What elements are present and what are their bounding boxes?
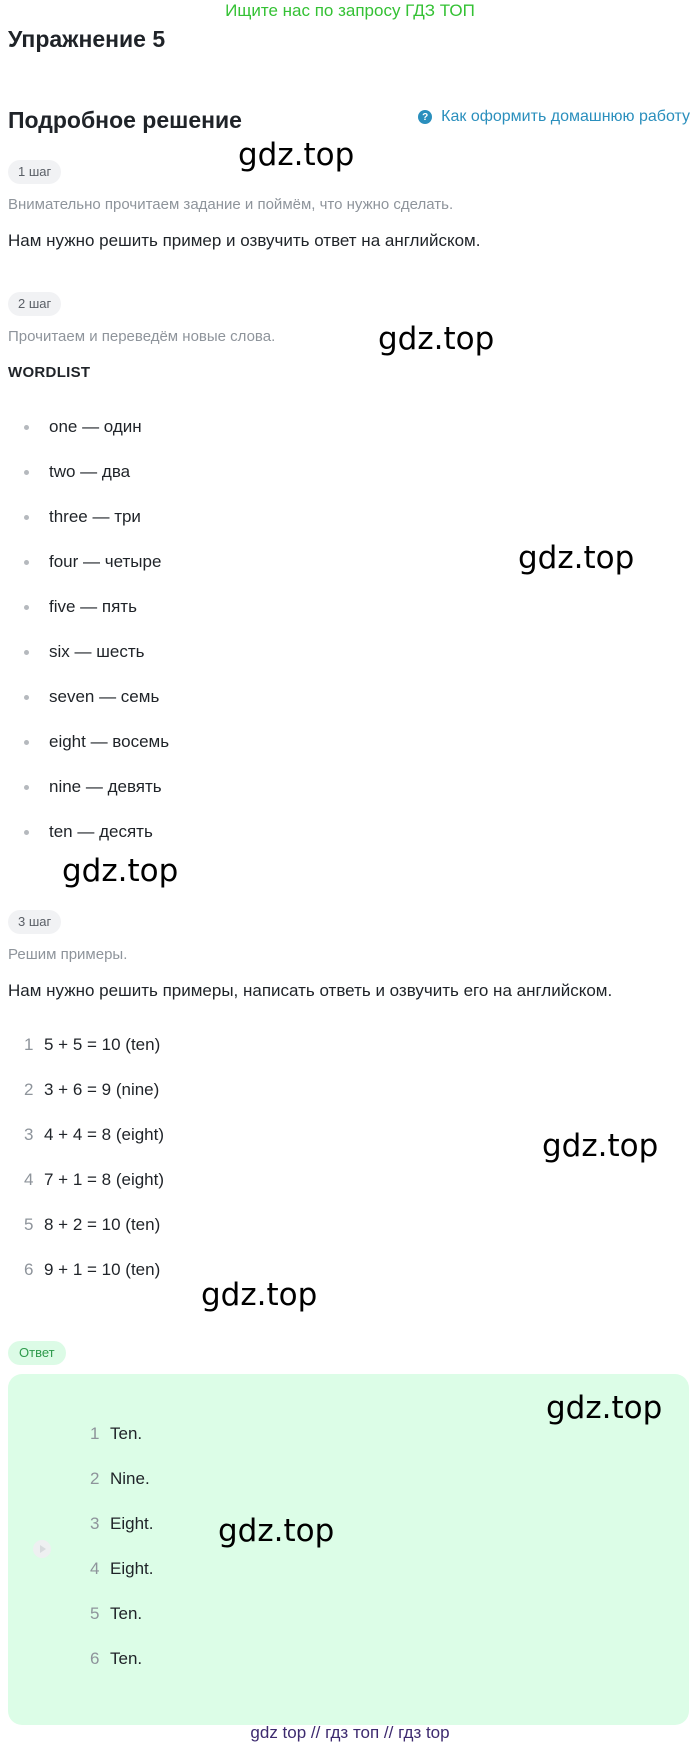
- list-item: nine — девять: [24, 777, 162, 797]
- watermark: gdz.top: [546, 1390, 663, 1426]
- footer-links: gdz top // гдз топ // гдз top: [250, 1723, 450, 1742]
- watermark: gdz.top: [218, 1513, 335, 1549]
- step-1-hint: Внимательно прочитаем задание и поймём, что нужно сделать.: [8, 196, 454, 213]
- howto-link-label: Как оформить домашнюю работу: [441, 108, 690, 125]
- list-item: 3 4 + 4 = 8 (eight): [24, 1125, 165, 1144]
- step-3-text: Нам нужно решить примеры, написать ответь и озвучить его на английском.: [8, 981, 613, 1000]
- list-item: five — пять: [24, 597, 137, 617]
- answer-item: 4 Eight.: [90, 1559, 154, 1578]
- list-item: 6 9 + 1 = 10 (ten): [24, 1260, 161, 1279]
- answer-item: 5 Ten.: [90, 1604, 143, 1623]
- list-item: 2 3 + 6 = 9 (nine): [24, 1080, 160, 1099]
- list-item: two — два: [24, 462, 130, 482]
- bullet-icon: [24, 785, 29, 790]
- bullet-icon: [24, 515, 29, 520]
- answer-item: 2 Nine.: [90, 1469, 150, 1488]
- answer-item: 1 Ten.: [90, 1424, 143, 1443]
- bullet-icon: [24, 560, 29, 565]
- answer-item: 3 Eight.: [90, 1514, 154, 1533]
- step-1-text: Нам нужно решить пример и озвучить ответ на английском.: [8, 231, 481, 250]
- list-item: six — шесть: [24, 642, 144, 662]
- bullet-icon: [24, 425, 29, 430]
- list-item: 5 8 + 2 = 10 (ten): [24, 1215, 161, 1234]
- list-item: 1 5 + 5 = 10 (ten): [24, 1035, 161, 1054]
- step-3-chip: 3 шаг: [8, 910, 61, 934]
- step-1-chip: 1 шаг: [8, 160, 61, 184]
- watermark: gdz.top: [518, 540, 635, 576]
- step-3-hint: Решим примеры.: [8, 946, 128, 963]
- list-item: eight — восемь: [24, 732, 169, 752]
- watermark: gdz.top: [201, 1277, 318, 1313]
- page-title: Упражнение 5: [8, 26, 166, 52]
- step-2-hint: Прочитаем и переведём новые слова.: [8, 328, 276, 345]
- bullet-icon: [24, 695, 29, 700]
- bullet-icon: [24, 830, 29, 835]
- list-item: one — один: [24, 417, 142, 437]
- bullet-icon: [24, 650, 29, 655]
- step-2-chip: 2 шаг: [8, 292, 61, 316]
- howto-link[interactable]: [418, 108, 690, 126]
- answer-chip: Ответ: [8, 1341, 66, 1365]
- search-banner: Ищите нас по запросу ГДЗ ТОП: [225, 1, 475, 20]
- bullet-icon: [24, 605, 29, 610]
- play-icon: [40, 1545, 46, 1553]
- watermark: gdz.top: [62, 853, 179, 889]
- wordlist-heading: WORDLIST: [8, 364, 91, 381]
- answer-item: 6 Ten.: [90, 1649, 143, 1668]
- play-button[interactable]: [33, 1540, 51, 1558]
- list-item: ten — десять: [24, 822, 153, 842]
- watermark: gdz.top: [238, 137, 355, 173]
- bullet-icon: [24, 740, 29, 745]
- list-item: 4 7 + 1 = 8 (eight): [24, 1170, 165, 1189]
- list-item: three — три: [24, 507, 141, 527]
- bullet-icon: [24, 470, 29, 475]
- watermark: gdz.top: [542, 1128, 659, 1164]
- question-circle-icon: ?: [418, 110, 432, 124]
- watermark: gdz.top: [378, 321, 495, 357]
- list-item: seven — семь: [24, 687, 159, 707]
- solution-title: Подробное решение: [8, 107, 242, 133]
- list-item: four — четыре: [24, 552, 161, 572]
